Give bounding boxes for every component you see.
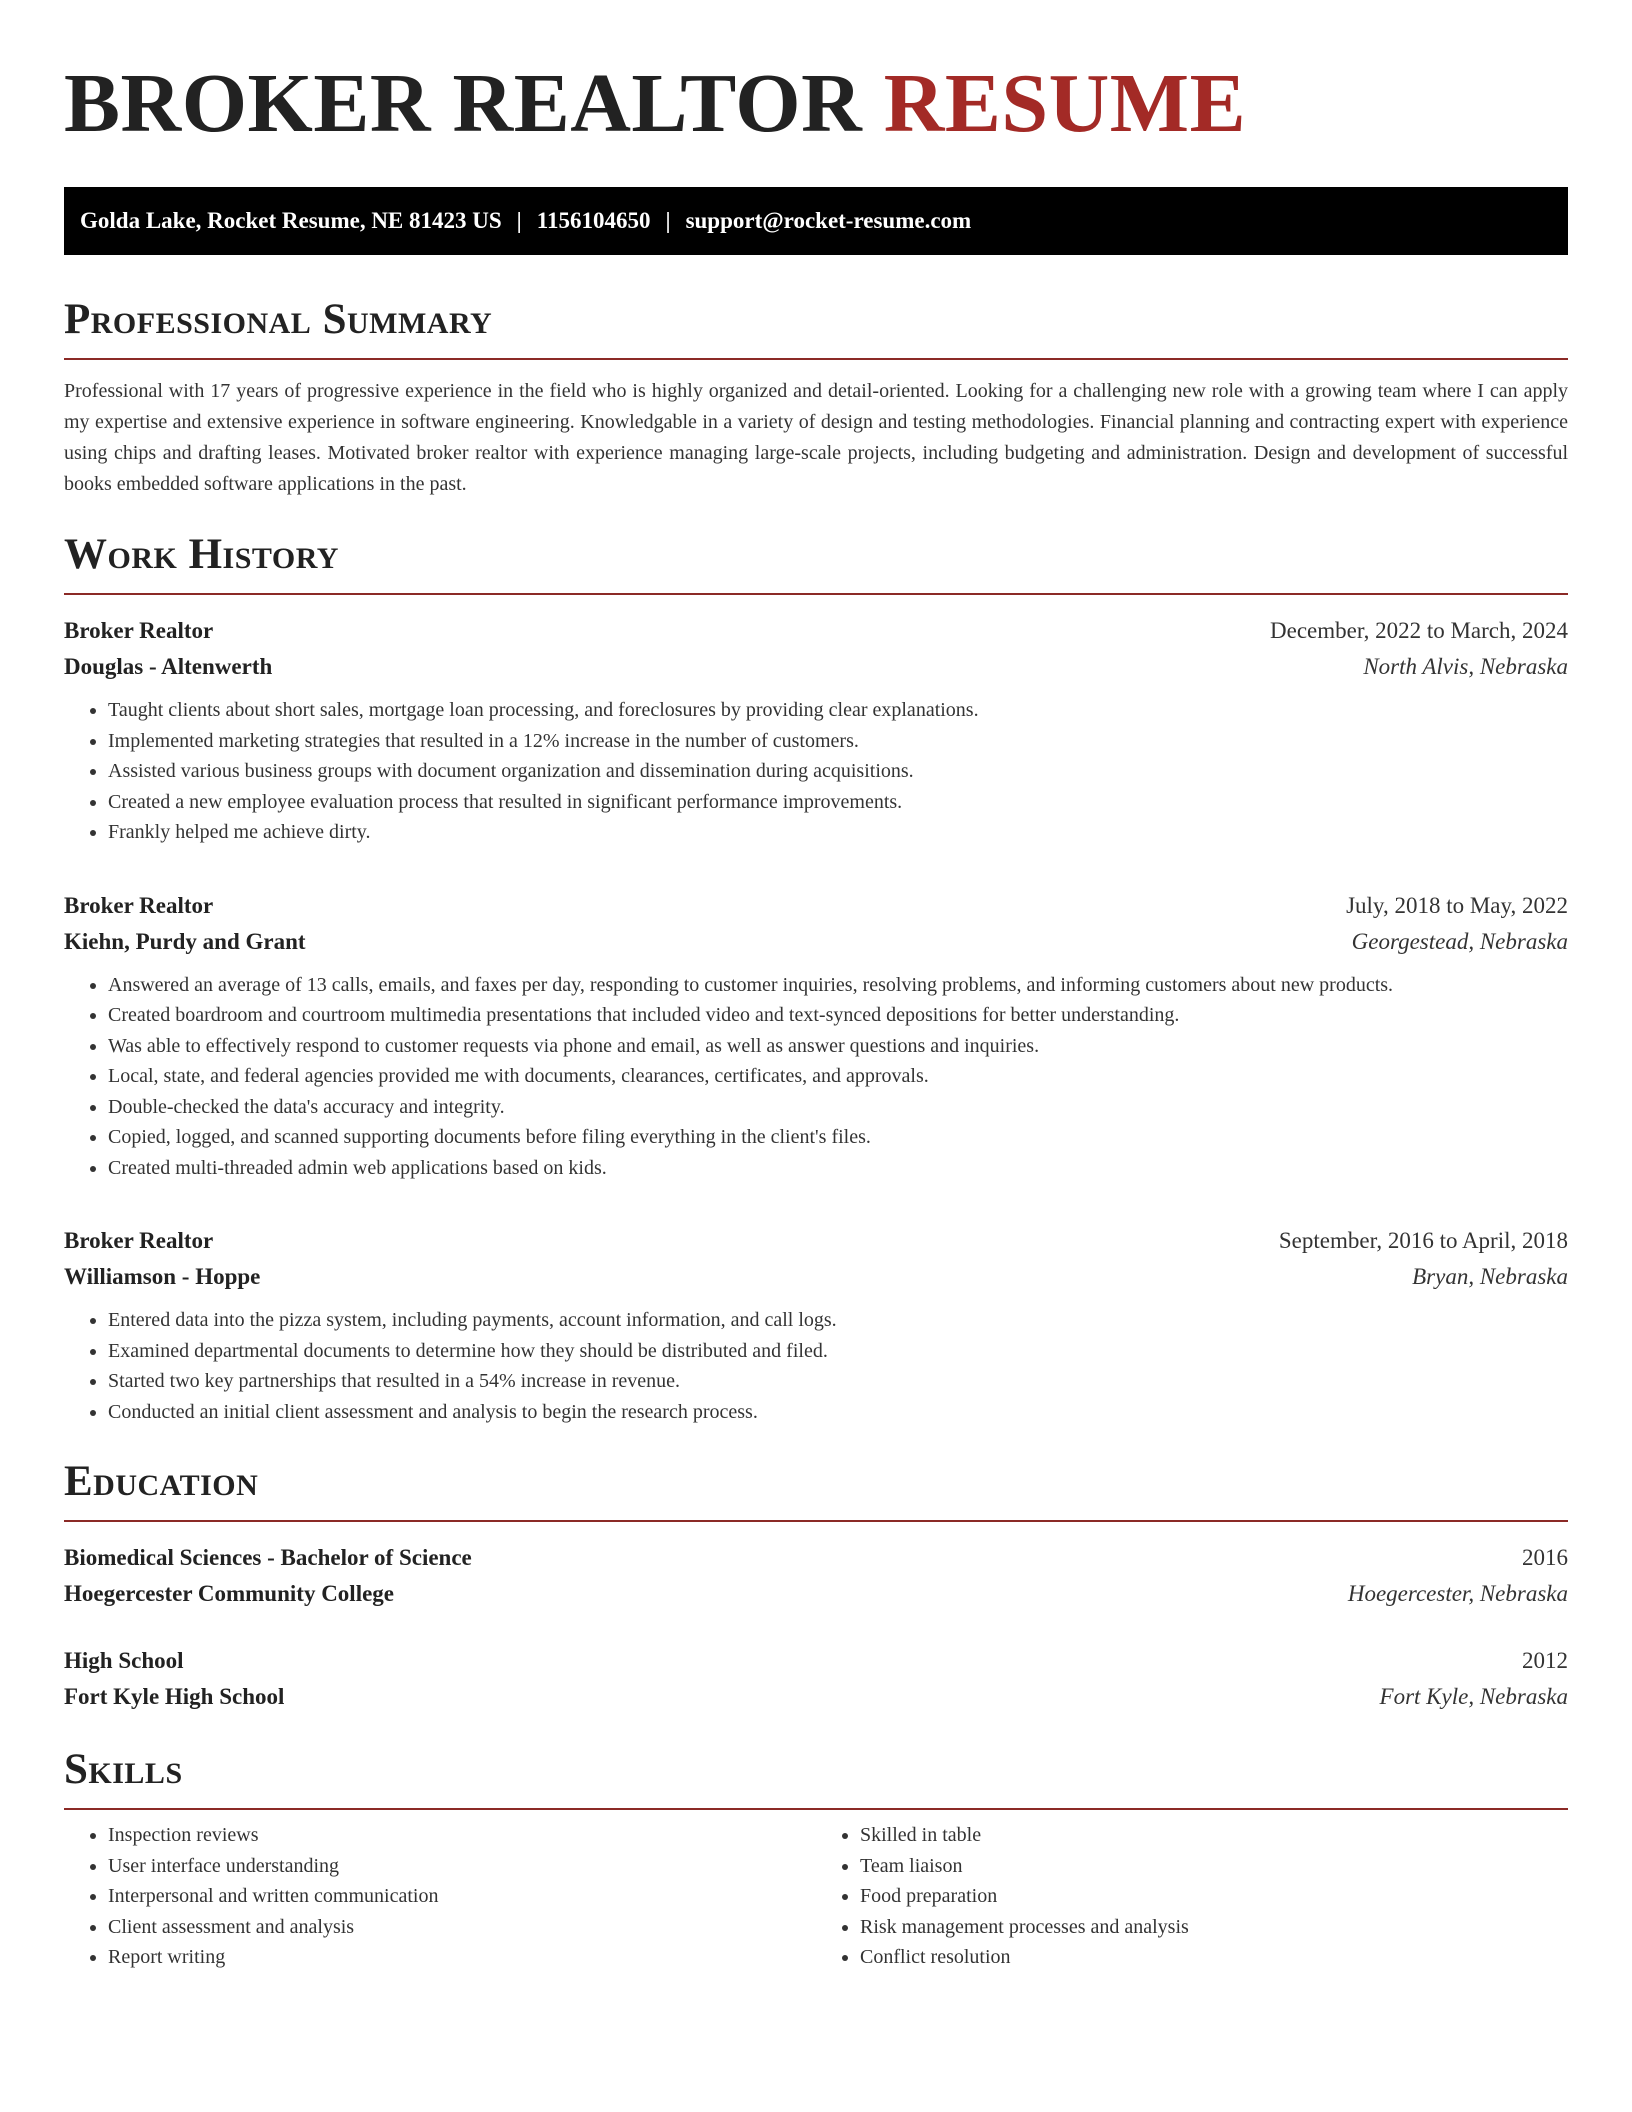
job-dates: September, 2016 to April, 2018: [1278, 1228, 1568, 1253]
skill-item: • Report writing: [108, 1942, 816, 1973]
skill-item: • Food preparation: [860, 1881, 1568, 1912]
education-location: Hoegercester, Nebraska: [1347, 1581, 1568, 1606]
education-degree: High School: [64, 1648, 184, 1673]
summary-text: Professional with 17 years of progressive experience in the field who is highly organized and detail-oriented. Looking for a challenging new role with a growing team where I can apply my expertise and extensive experience in software engineering. Knowledgable in a variety of design and testing methodologies. Financial planning and contracting expert with experience using chips and drafting leases. Motivated broker realtor with experience managing large-scale projects, including budgeting and administration. Design and development of successful books embedded software applications in the past.: [64, 380, 1568, 495]
job-location: Bryan, Nebraska: [1412, 1264, 1568, 1289]
skill-item: • Conflict resolution: [860, 1942, 1568, 1973]
job-entry: [64, 613, 1568, 848]
job-bullet: • Copied, logged, and scanned supporting documents before filing everything in the client's files.: [108, 1122, 1568, 1153]
contact-phone: 1156104650: [536, 208, 651, 233]
education-entry: [64, 1540, 1568, 1612]
job-company: Douglas - Altenwerth: [64, 654, 273, 679]
job-company-row: [64, 649, 1568, 685]
contact-separator: |: [516, 208, 522, 233]
job-bullet: • Started two key partnerships that resulted in a 54% increase in revenue.: [108, 1366, 1568, 1397]
skill-item: • Risk management processes and analysis: [860, 1912, 1568, 1943]
job-bullet: • Answered an average of 13 calls, emails, and faxes per day, responding to customer inquiries, resolving problems, and informing customers about new products.: [108, 970, 1568, 1001]
job-bullet: • Taught clients about short sales, mortgage loan processing, and foreclosures by providing clear explanations.: [108, 695, 1568, 726]
job-bullet: • Created a new employee evaluation process that resulted in significant performance improvements.: [108, 787, 1568, 818]
job-header-row: [64, 613, 1568, 649]
skill-item: • Client assessment and analysis: [108, 1912, 816, 1943]
job-bullet: • Examined departmental documents to determine how they should be distributed and filed.: [108, 1336, 1568, 1367]
skill-item: • Interpersonal and written communication: [108, 1881, 816, 1912]
job-bullets: [64, 695, 1568, 848]
job-bullet: • Double-checked the data's accuracy and integrity.: [108, 1092, 1568, 1123]
education-school: Hoegercester Community College: [64, 1581, 394, 1606]
job-bullet: • Created multi-threaded admin web applications based on kids.: [108, 1153, 1568, 1184]
resume-title: [64, 56, 1568, 152]
job-title: Broker Realtor: [64, 1228, 214, 1253]
work-history-heading: Work History: [64, 530, 1568, 595]
job-location: North Alvis, Nebraska: [1363, 654, 1568, 679]
job-bullet: • Frankly helped me achieve dirty.: [108, 817, 1568, 848]
job-bullet: • Implemented marketing strategies that resulted in a 12% increase in the number of customers.: [108, 726, 1568, 757]
contact-bar: [64, 187, 1568, 255]
job-bullet: • Was able to effectively respond to customer requests via phone and email, as well as answer questions and inquiries.: [108, 1031, 1568, 1062]
education-degree: Biomedical Sciences - Bachelor of Science: [64, 1545, 472, 1570]
job-location: Georgestead, Nebraska: [1351, 928, 1568, 954]
job-header-row: [64, 1223, 1568, 1259]
title-accent: RESUME: [883, 57, 1247, 150]
education-header-row: [64, 1540, 1568, 1576]
job-bullet: • Assisted various business groups with document organization and dissemination during acquisitions.: [108, 756, 1568, 787]
job-entry: [64, 888, 1568, 1184]
contact-separator: |: [665, 208, 671, 233]
education-entry: [64, 1643, 1568, 1715]
education-year: 2016: [1522, 1545, 1568, 1570]
education-school: Fort Kyle High School: [64, 1684, 285, 1709]
title-main: BROKER REALTOR: [64, 57, 863, 150]
skills-list-left: [64, 1820, 816, 1973]
skill-item: • Inspection reviews: [108, 1820, 816, 1851]
education-location: Fort Kyle, Nebraska: [1379, 1684, 1568, 1709]
job-bullet: • Created boardroom and courtroom multimedia presentations that included video and text-synced depositions for better understanding.: [108, 1000, 1568, 1031]
job-bullets: [64, 970, 1568, 1184]
skills-list-right: [816, 1820, 1568, 1973]
job-header-row: [64, 888, 1568, 924]
job-title: Broker Realtor: [64, 892, 214, 918]
job-bullet: • Entered data into the pizza system, including payments, account information, and call logs.: [108, 1305, 1568, 1336]
education-header-row: [64, 1643, 1568, 1679]
education-school-row: [64, 1679, 1568, 1715]
contact-address: Golda Lake, Rocket Resume, NE 81423 US: [80, 208, 502, 233]
education-year: 2012: [1522, 1648, 1568, 1673]
education-heading: Education: [64, 1457, 1568, 1522]
job-dates: December, 2022 to March, 2024: [1270, 618, 1568, 643]
job-company: Kiehn, Purdy and Grant: [64, 928, 306, 954]
skill-item: • User interface understanding: [108, 1851, 816, 1882]
skill-item: • Skilled in table: [860, 1820, 1568, 1851]
summary-heading: Professional Summary: [64, 295, 1568, 360]
skills-columns: [64, 1820, 1568, 1973]
contact-email: support@rocket-resume.com: [685, 208, 972, 233]
job-company-row: [64, 1259, 1568, 1295]
skill-item: • Team liaison: [860, 1851, 1568, 1882]
job-bullets: [64, 1305, 1568, 1427]
job-title: Broker Realtor: [64, 618, 214, 643]
job-entry: [64, 1223, 1568, 1427]
job-dates: July, 2018 to May, 2022: [1346, 892, 1568, 918]
job-bullet: • Conducted an initial client assessment and analysis to begin the research process.: [108, 1397, 1568, 1428]
job-bullet: • Local, state, and federal agencies provided me with documents, clearances, certificates, and approvals.: [108, 1061, 1568, 1092]
education-school-row: [64, 1576, 1568, 1612]
job-company-row: [64, 924, 1568, 960]
job-company: Williamson - Hoppe: [64, 1264, 261, 1289]
skills-heading: Skills: [64, 1745, 1568, 1810]
